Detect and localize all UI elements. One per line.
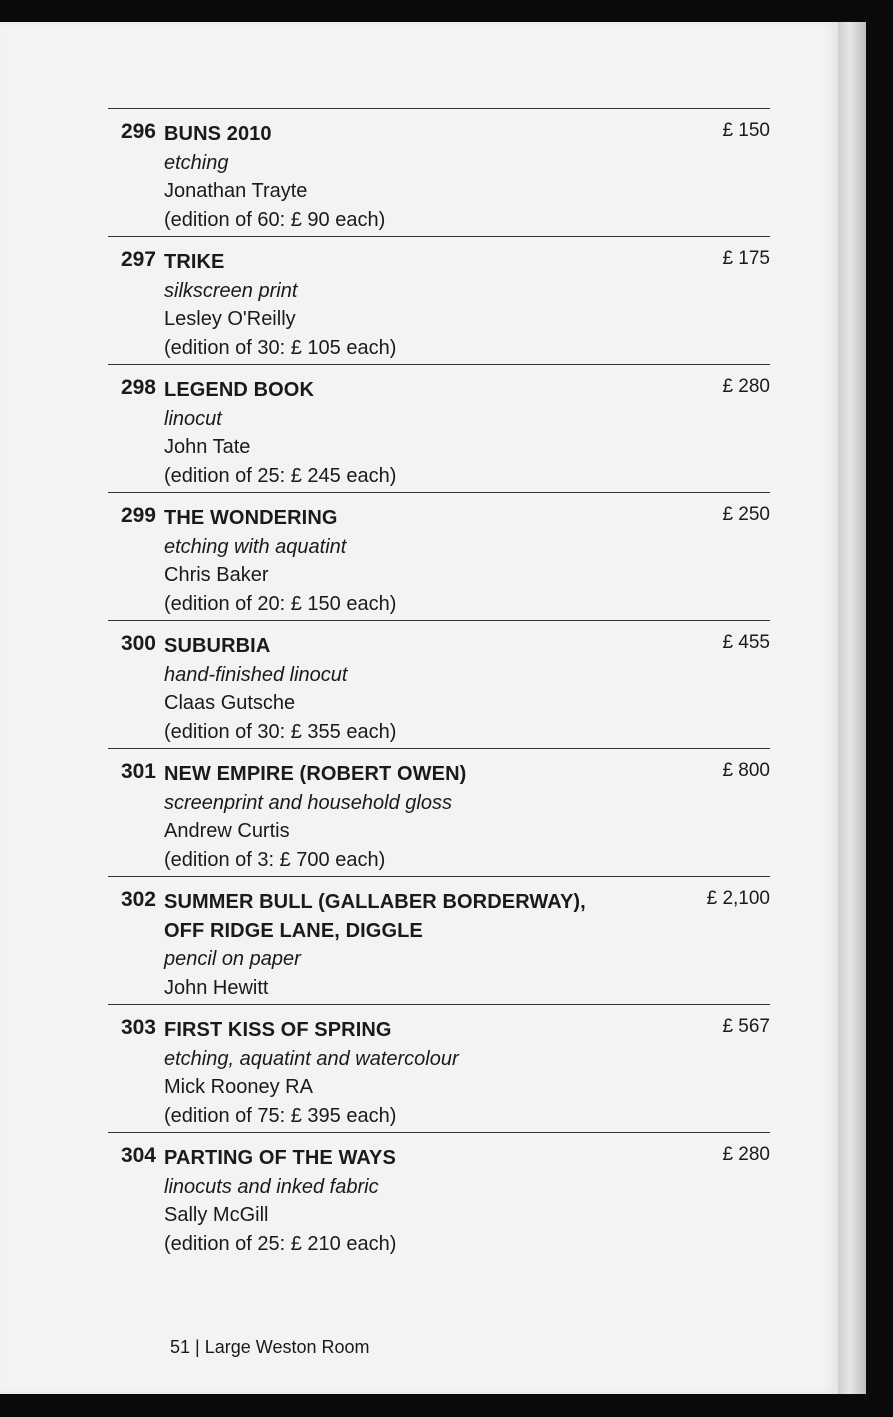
entry-price: £ 280: [722, 1144, 770, 1165]
entry-details: [164, 504, 684, 618]
entry-medium: linocut: [164, 407, 222, 430]
entry-title-continued: OFF RIDGE LANE, DIGGLE: [164, 919, 423, 942]
entry-number: 304: [120, 1144, 156, 1167]
entry-price: £ 150: [722, 120, 770, 141]
catalogue-entry: [108, 108, 770, 236]
entry-title: THE WONDERING: [164, 507, 338, 529]
catalogue-entry: [108, 1004, 770, 1132]
entry-number: 303: [120, 1016, 156, 1039]
catalogue-entry: [108, 620, 770, 748]
entry-number: 302: [120, 888, 156, 911]
entry-edition: (edition of 20: £ 150 each): [164, 592, 397, 615]
entry-artist: Jonathan Trayte: [164, 180, 308, 203]
entry-details: [164, 120, 684, 234]
entry-title: FIRST KISS OF SPRING: [164, 1019, 392, 1041]
entry-medium: linocuts and inked fabric: [164, 1175, 379, 1198]
catalogue-entry: [108, 236, 770, 364]
entry-title: PARTING OF THE WAYS: [164, 1147, 396, 1169]
entry-details: [164, 632, 684, 746]
entry-title: BUNS 2010: [164, 123, 272, 145]
entry-price: £ 567: [722, 1016, 770, 1037]
catalogue-entry: [108, 748, 770, 876]
entry-price: £ 280: [722, 376, 770, 397]
entry-artist: Claas Gutsche: [164, 692, 296, 715]
entry-edition: (edition of 60: £ 90 each): [164, 208, 386, 231]
entry-details: [164, 1016, 684, 1130]
entry-medium: screenprint and household gloss: [164, 791, 452, 814]
entry-artist: Sally McGill: [164, 1204, 269, 1227]
entry-medium: etching, aquatint and watercolour: [164, 1047, 459, 1070]
catalogue-entry: [108, 876, 770, 1004]
footer-separator: |: [195, 1337, 200, 1357]
entry-medium: hand-finished linocut: [164, 663, 348, 686]
page-number: 51: [170, 1337, 191, 1357]
entry-details: [164, 248, 684, 362]
entry-price: £ 250: [722, 504, 770, 525]
page-footer: [170, 1337, 370, 1358]
catalogue-list: [108, 108, 770, 1260]
entry-artist: Andrew Curtis: [164, 820, 290, 843]
entry-medium: etching: [164, 151, 229, 174]
catalogue-entry: [108, 364, 770, 492]
catalogue-page: [0, 22, 838, 1394]
entry-price: £ 455: [722, 632, 770, 653]
entry-number: 299: [120, 504, 156, 527]
entry-edition: (edition of 3: £ 700 each): [164, 848, 386, 871]
entry-artist: John Tate: [164, 436, 251, 459]
entry-edition: (edition of 30: £ 105 each): [164, 336, 397, 359]
catalogue-entry: [108, 1132, 770, 1260]
entry-details: [164, 1144, 684, 1258]
entry-number: 300: [120, 632, 156, 655]
entry-price: £ 175: [722, 248, 770, 269]
entry-number: 297: [120, 248, 156, 271]
entry-title: SUMMER BULL (GALLABER BORDERWAY),: [164, 891, 586, 913]
catalogue-entry: [108, 492, 770, 620]
entry-details: [164, 888, 684, 1002]
entry-medium: pencil on paper: [164, 948, 301, 971]
entry-edition: (edition of 75: £ 395 each): [164, 1104, 397, 1127]
entry-artist: Chris Baker: [164, 564, 269, 587]
entry-artist: John Hewitt: [164, 976, 269, 999]
entry-title: SUBURBIA: [164, 635, 271, 657]
entry-title: TRIKE: [164, 251, 225, 273]
entry-artist: Lesley O'Reilly: [164, 308, 296, 331]
entry-title: NEW EMPIRE (ROBERT OWEN): [164, 763, 467, 785]
entry-price: £ 800: [722, 760, 770, 781]
entry-details: [164, 376, 684, 490]
entry-number: 298: [120, 376, 156, 399]
entry-title: LEGEND BOOK: [164, 379, 314, 401]
entry-details: [164, 760, 684, 874]
entry-number: 296: [120, 120, 156, 143]
room-name: Large Weston Room: [204, 1337, 370, 1357]
entry-edition: (edition of 25: £ 210 each): [164, 1232, 397, 1255]
entry-medium: silkscreen print: [164, 279, 298, 302]
entry-number: 301: [120, 760, 156, 783]
entry-artist: Mick Rooney RA: [164, 1076, 313, 1099]
entry-medium: etching with aquatint: [164, 535, 347, 558]
entry-price: £ 2,100: [706, 888, 770, 909]
entry-edition: (edition of 30: £ 355 each): [164, 720, 397, 743]
entry-edition: (edition of 25: £ 245 each): [164, 464, 397, 487]
